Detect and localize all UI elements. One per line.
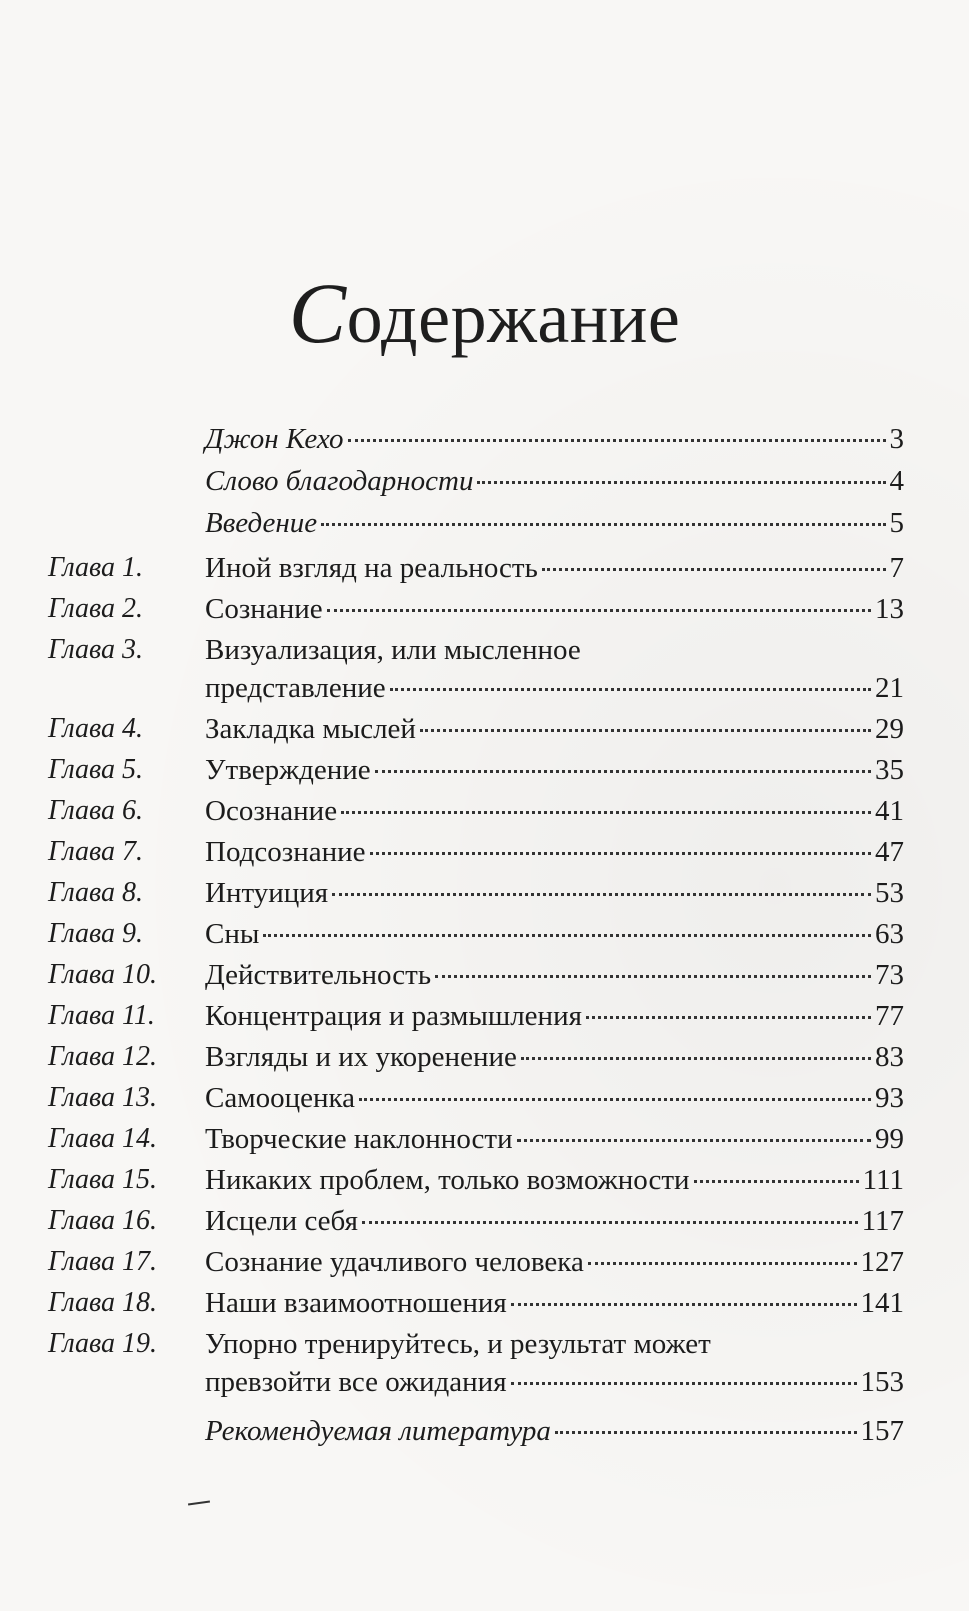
toc-entry (205, 1038, 904, 1076)
dot-leader (332, 893, 871, 896)
toc-entry (205, 915, 904, 953)
toc-row (0, 956, 969, 994)
chapter-title: Действительность (205, 959, 432, 991)
chapter-title: Творческие наклонности (205, 1123, 513, 1155)
chapter-number: Глава 4. (48, 713, 143, 744)
toc-row (0, 997, 969, 1035)
chapter-title: Концентрация и размышления (205, 1000, 582, 1032)
toc-row (0, 1038, 969, 1076)
page-number: 157 (860, 1415, 904, 1447)
toc-row (0, 462, 969, 500)
page-number: 13 (875, 593, 904, 625)
page-number: 153 (860, 1366, 904, 1398)
section-title: Джон Кехо (205, 423, 344, 455)
toc-row (0, 1243, 969, 1281)
title-rest: одержание (346, 278, 681, 358)
toc-row (0, 874, 969, 912)
toc-entry (205, 549, 904, 587)
toc-entry (205, 1412, 904, 1450)
page-number: 77 (875, 1000, 904, 1032)
page-number: 111 (862, 1164, 904, 1196)
page-number: 53 (875, 877, 904, 909)
chapter-number: Глава 15. (48, 1164, 157, 1195)
chapter-title: Сны (205, 918, 260, 950)
chapter-number: Глава 14. (48, 1123, 157, 1154)
toc-row (0, 504, 969, 542)
dot-leader (511, 1303, 857, 1306)
toc-row (0, 1325, 969, 1363)
page-number: 127 (860, 1246, 904, 1278)
dot-leader (435, 975, 871, 978)
toc-entry (205, 1202, 904, 1240)
toc-row (0, 1202, 969, 1240)
chapter-number: Глава 2. (48, 593, 143, 624)
page-number: 5 (889, 507, 904, 539)
page-number: 29 (875, 713, 904, 745)
toc-row (0, 833, 969, 871)
page-number: 117 (861, 1205, 904, 1237)
page-number: 63 (875, 918, 904, 950)
page-number: 141 (860, 1287, 904, 1319)
toc-entry (205, 874, 904, 912)
chapter-number: Глава 9. (48, 918, 143, 949)
dot-leader (521, 1057, 871, 1060)
dot-leader (370, 852, 872, 855)
section-title: Рекомендуемая литература (205, 1415, 551, 1447)
dot-leader (375, 770, 871, 773)
dot-leader (321, 523, 885, 526)
dot-leader (341, 811, 871, 814)
chapter-number: Глава 13. (48, 1082, 157, 1113)
toc-entry (205, 669, 904, 707)
toc-entry (205, 1120, 904, 1158)
chapter-number: Глава 10. (48, 959, 157, 990)
section-title: Введение (205, 507, 318, 539)
page-number: 4 (889, 465, 904, 497)
toc-entry (205, 710, 904, 748)
toc-row (0, 710, 969, 748)
dot-leader (542, 568, 886, 571)
chapter-title: Сознание удачливого человека (205, 1246, 584, 1278)
chapter-number: Глава 11. (48, 1000, 155, 1031)
chapter-number: Глава 6. (48, 795, 143, 826)
chapter-number: Глава 17. (48, 1246, 157, 1277)
chapter-title: Сознание (205, 593, 323, 625)
chapter-title: Закладка мыслей (205, 713, 416, 745)
page-number: 47 (875, 836, 904, 868)
chapter-title: Взгляды и их укоренение (205, 1041, 517, 1073)
toc-entry (205, 1363, 904, 1401)
toc-row (0, 1161, 969, 1199)
chapter-title: Наши взаимоотношения (205, 1287, 507, 1319)
chapter-number: Глава 3. (48, 634, 143, 665)
dot-leader (588, 1262, 857, 1265)
chapter-title: Иной взгляд на реальность (205, 552, 538, 584)
page-number: 99 (875, 1123, 904, 1155)
page-number: 35 (875, 754, 904, 786)
chapter-title: Самооценка (205, 1082, 355, 1114)
chapter-title: Подсознание (205, 836, 366, 868)
page-number: 73 (875, 959, 904, 991)
dot-leader (586, 1016, 871, 1019)
dot-leader (390, 688, 871, 691)
toc-entry (205, 997, 904, 1035)
toc-row (0, 420, 969, 458)
dot-leader (555, 1431, 857, 1434)
section-title: Слово благодарности (205, 465, 474, 497)
toc-row (0, 1079, 969, 1117)
dot-leader (694, 1180, 859, 1183)
dot-leader (420, 729, 871, 732)
dot-leader (477, 481, 885, 484)
page-number: 7 (889, 552, 904, 584)
toc-row (0, 631, 969, 669)
toc-row-continued (0, 1363, 969, 1401)
chapter-title-continuation: превзойти все ожидания (205, 1366, 507, 1398)
dot-leader (362, 1221, 858, 1224)
chapter-number: Глава 8. (48, 877, 143, 908)
title-initial: С (288, 265, 347, 361)
dot-leader (517, 1139, 871, 1142)
toc-entry (205, 1161, 904, 1199)
toc-entry (205, 420, 904, 458)
page-number: 41 (875, 795, 904, 827)
toc-row-continued (0, 669, 969, 707)
toc-row (0, 590, 969, 628)
ink-mark (188, 1500, 210, 1505)
page-number: 83 (875, 1041, 904, 1073)
dot-leader (359, 1098, 871, 1101)
toc-row (0, 751, 969, 789)
dot-leader (348, 439, 886, 442)
chapter-title: Никаких проблем, только возможности (205, 1164, 690, 1196)
chapter-number: Глава 16. (48, 1205, 157, 1236)
chapter-number: Глава 1. (48, 552, 143, 583)
chapter-title: Упорно тренируйтесь, и результат может (205, 1328, 711, 1360)
toc-entry (205, 751, 904, 789)
page-number: 21 (875, 672, 904, 704)
page-number: 93 (875, 1082, 904, 1114)
toc-row (0, 915, 969, 953)
page-title (0, 265, 969, 363)
chapter-number: Глава 12. (48, 1041, 157, 1072)
toc-entry (205, 792, 904, 830)
toc-entry (205, 1284, 904, 1322)
dot-leader (511, 1382, 857, 1385)
chapter-title: Утверждение (205, 754, 371, 786)
toc-entry (205, 1079, 904, 1117)
chapter-number: Глава 19. (48, 1328, 157, 1359)
toc-entry (205, 833, 904, 871)
dot-leader (327, 609, 871, 612)
chapter-number: Глава 7. (48, 836, 143, 867)
chapter-number: Глава 18. (48, 1287, 157, 1318)
toc-entry (205, 504, 904, 542)
chapter-title: Визуализация, или мысленное (205, 634, 581, 666)
chapter-title-continuation: представление (205, 672, 386, 704)
chapter-title: Осознание (205, 795, 338, 827)
toc-row (0, 549, 969, 587)
dot-leader (263, 934, 871, 937)
toc-row (0, 1412, 969, 1450)
toc-entry (205, 462, 904, 500)
chapter-title: Исцели себя (205, 1205, 358, 1237)
chapter-number: Глава 5. (48, 754, 143, 785)
toc-row (0, 1120, 969, 1158)
toc-row (0, 792, 969, 830)
toc-entry (205, 1243, 904, 1281)
page-number: 3 (889, 423, 904, 455)
toc-entry (205, 590, 904, 628)
toc-entry (205, 956, 904, 994)
chapter-title: Интуиция (205, 877, 329, 909)
toc-row (0, 1284, 969, 1322)
